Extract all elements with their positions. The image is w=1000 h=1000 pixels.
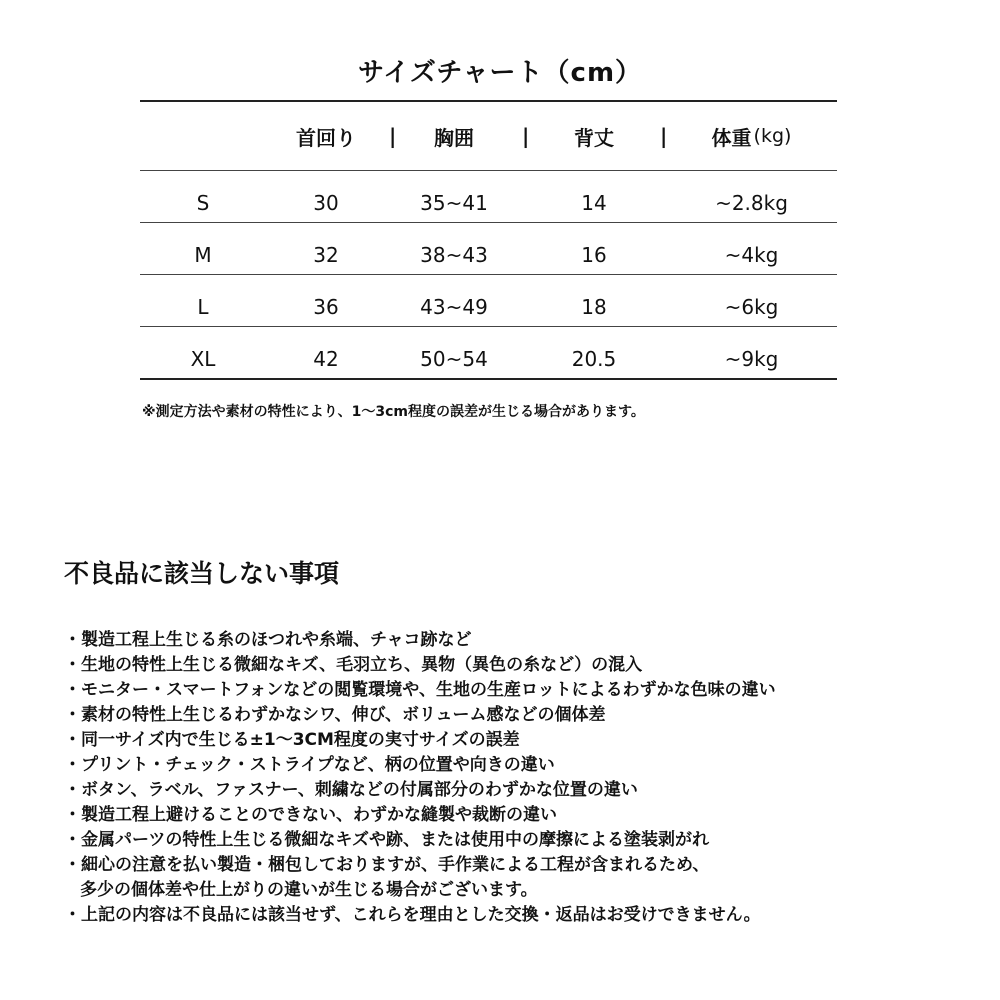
- list-item: ・細心の注意を払い製造・梱包しておりますが、手作業による工程が含まれるため、: [64, 855, 710, 875]
- header-chest: 胸囲: [434, 125, 474, 150]
- list-item-continuation: 多少の個体差や仕上がりの違いが生じる場合がございます。: [80, 880, 538, 900]
- chest-cell: 38~43: [420, 242, 488, 267]
- chest-cell: 43~49: [420, 294, 488, 319]
- header-weight-unit: (kg): [753, 125, 792, 147]
- table-row: [140, 223, 837, 274]
- neck-cell: 36: [313, 294, 339, 319]
- size-cell: M: [194, 242, 212, 267]
- list-item: ・プリント・チェック・ストライプなど、柄の位置や向きの違い: [64, 755, 555, 775]
- list-item: ・上記の内容は不良品には該当せず、これらを理由とした交換・返品はお受けできません。: [64, 905, 761, 925]
- non-defect-list: [64, 628, 776, 928]
- size-cell: L: [197, 294, 209, 319]
- section-title: 不良品に該当しない事項: [64, 559, 340, 588]
- size-cell: XL: [190, 346, 216, 371]
- header-weight-label: 体重: [711, 125, 752, 150]
- measurement-note: ※測定方法や素材の特性により、1〜3cm程度の誤差が生じる場合があります。: [142, 404, 645, 420]
- header-separator: |: [660, 124, 668, 148]
- weight-cell: ~9kg: [724, 346, 779, 371]
- back-length-cell: 20.5: [571, 346, 617, 371]
- list-item: ・同一サイズ内で生じる±1〜3CM程度の実寸サイズの誤差: [64, 730, 520, 750]
- table-row: [140, 327, 837, 378]
- table-row: [140, 275, 837, 326]
- chest-cell: 35~41: [420, 190, 488, 215]
- table-row: [140, 171, 837, 222]
- back-length-cell: 14: [581, 190, 607, 215]
- neck-cell: 32: [313, 242, 339, 267]
- header-separator: |: [389, 124, 397, 148]
- back-length-cell: 18: [581, 294, 607, 319]
- page-title: サイズチャート（cm）: [357, 58, 643, 88]
- list-item: ・金属パーツの特性上生じる微細なキズや跡、または使用中の摩擦による塗装剥がれ: [64, 830, 709, 850]
- weight-cell: ~2.8kg: [715, 190, 788, 215]
- list-item: ・生地の特性上生じる微細なキズ、毛羽立ち、異物（異色の糸など）の混入: [64, 655, 643, 675]
- list-item: ・モニター・スマートフォンなどの閲覧環境や、生地の生産ロットによるわずかな色味の違い: [64, 680, 776, 700]
- neck-cell: 30: [313, 190, 339, 215]
- chest-cell: 50~54: [420, 346, 488, 371]
- size-cell: S: [196, 190, 210, 215]
- header-back-length: 背丈: [574, 125, 614, 150]
- header-separator: |: [522, 124, 530, 148]
- list-item: ・製造工程上生じる糸のほつれや糸端、チャコ跡など: [64, 630, 472, 650]
- back-length-cell: 16: [581, 242, 607, 267]
- size-chart-table: [140, 100, 837, 380]
- header-weight: [666, 102, 837, 170]
- header-neck: 首回り: [296, 125, 356, 150]
- list-item: ・製造工程上避けることのできない、わずかな縫製や裁断の違い: [64, 805, 557, 825]
- list-item: ・素材の特性上生じるわずかなシワ、伸び、ボリューム感などの個体差: [64, 705, 606, 725]
- weight-cell: ~4kg: [724, 242, 779, 267]
- weight-cell: ~6kg: [724, 294, 779, 319]
- table-header-row: [140, 102, 837, 170]
- list-item: ・ボタン、ラベル、ファスナー、刺繍などの付属部分のわずかな位置の違い: [64, 780, 638, 800]
- neck-cell: 42: [313, 346, 339, 371]
